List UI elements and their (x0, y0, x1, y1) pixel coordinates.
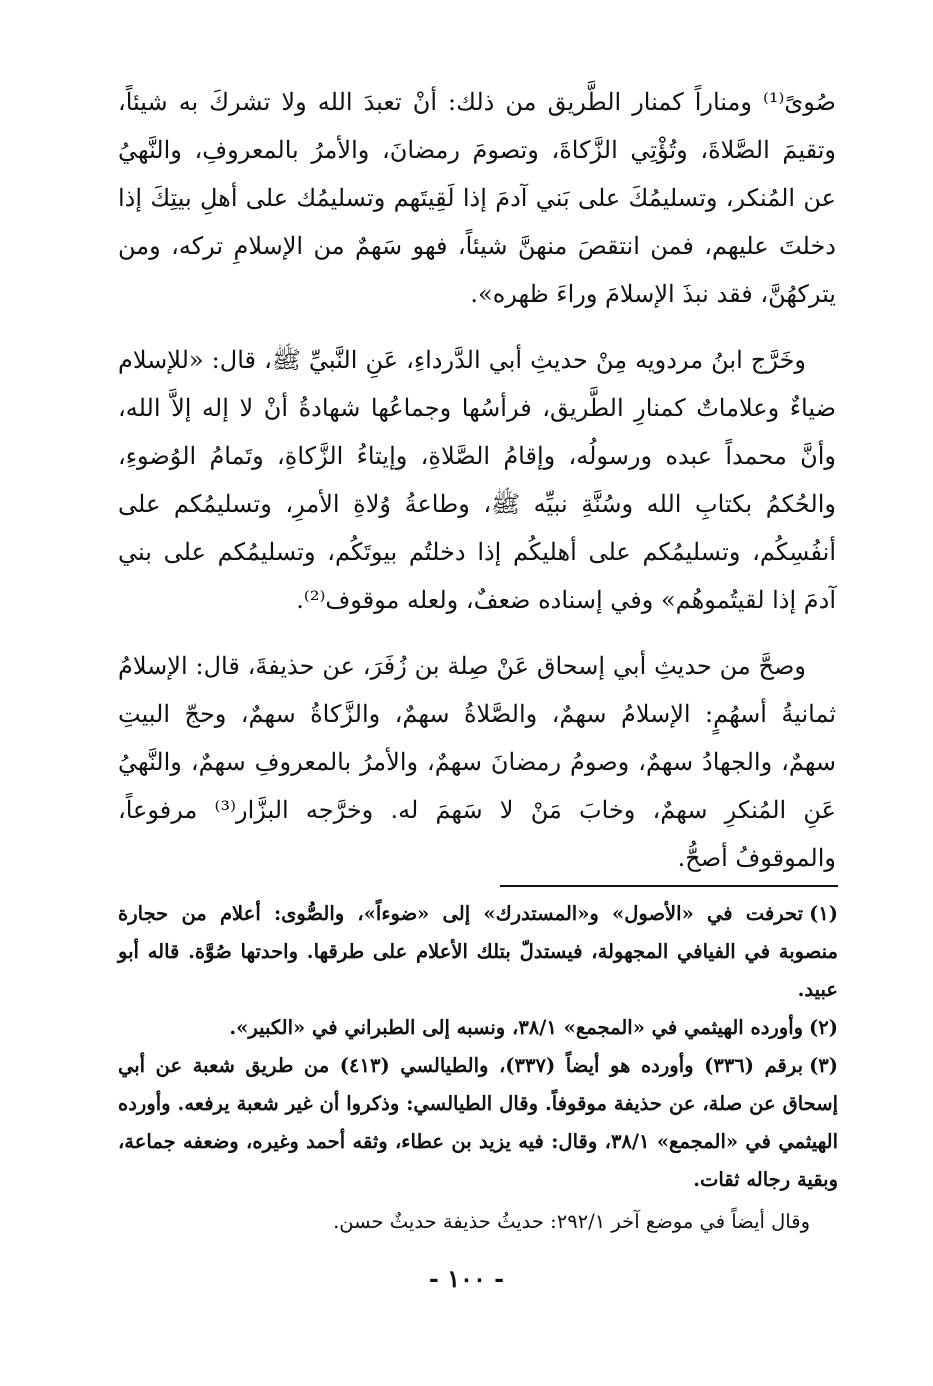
footnotes (118, 895, 838, 1241)
footnote-1 (118, 895, 838, 1009)
main-text (118, 78, 836, 900)
footnote-3 (118, 1047, 838, 1199)
paragraph-3: وصحَّ من حديثِ أبي إسحاق عَنْ صِلة بن زُفَرَ، عن حذيفةَ، قال: الإسلامُ ثمانيةُ أسهُمٍ: الإسلامُ سهمٌ، والصَّلاةُ سهمٌ، والزَّكاةُ سهمٌ، وحجّ البيتِ سهمٌ، والجهادُ سهمٌ، وصومُ رمضانَ سهمٌ، والأمرُ بالمعروفِ سهمٌ، والنَّهيُ عَنِ المُنكرِ سهمٌ، وخابَ مَنْ لا سَهمَ له. وخرَّجه البزَّار⁽³⁾ مرفوعاً، والموقوفُ أصحُّ. (118, 652, 837, 872)
footnote-text: وأورده الهيثمي في «المجمع» ٣٨/١، ونسبه إلى الطبراني في «الكبير». (229, 1016, 804, 1039)
footnote-text: تحرفت في «الأصول» و«المستدرك» إلى «ضوءاً»، والصُّوى: أعلام من حجارة منصوبة في الفيافي المجهولة، فيستدلّ بتلك الأعلام على طرقها. واحدتها صُوَّة. قاله أبو عبيد. (118, 902, 838, 1001)
footnote-2 (118, 1009, 838, 1047)
paragraph-2: وخَرَّج ابنُ مردويه مِنْ حديثِ أبي الدَّرداءِ، عَنِ النَّبيِّ ﷺ، قال: «للإسلام ضياءٌ وعلاماتٌ كمنارِ الطَّريق، فرأسُها وجماعُها شهادةُ أنْ لا إله إلاَّ الله، وأنَّ محمداً عبده ورسولُه، وإقامُ الصَّلاةِ، وإيتاءُ الزَّكاةِ، وتَمامُ الوُضوءِ، والحُكمُ بكتابِ الله وسُنَّةِ نبيِّه ﷺ، وطاعةُ وُلاةِ الأمرِ، وتسليمُكم على أنفُسِكُم، وتسليمُكم على أهليكُم إذا دخلتُم بيوتَكُم، وتسليمُكم على بني آدمَ إذا لقيتُموهُم» وفي إسناده ضعفٌ، ولعله موقوف⁽²⁾. (118, 346, 836, 614)
page-number: - ١٠٠ - (428, 1264, 505, 1293)
footnote-3-continuation: وقال أيضاً في موضع آخر ٢٩٢/١: حديثُ حذيفة حديثٌ حسن. (333, 1210, 810, 1233)
paragraph-1: صُوىً⁽¹⁾ ومناراً كمنار الطَّريق من ذلك: أنْ تعبدَ الله ولا تشركَ به شيئاً، وتقيمَ الصَّلاةَ، وتُؤْتِي الزَّكاةَ، وتصومَ رمضانَ، والأمرُ بالمعروفِ، والنَّهيُ عن المُنكر، وتسليمُكَ على بَني آدمَ إذا لَقِيتَهم وتسليمُك على أهلِ بيتِكَ إذا دخلتَ عليهم، فمن انتقصَ منهنَّ شيئاً، فهو سَهمٌ من الإسلامِ تركه، ومن يتركهُنَّ، فقد نبذَ الإسلامَ وراءَ ظهره». (118, 88, 836, 308)
footnote-number: (٣) (809, 1054, 839, 1077)
footnote-number: (٢) (809, 1016, 838, 1039)
footnote-divider (500, 885, 838, 887)
footnote-number: (١) (809, 902, 839, 925)
footnote-text: برقم (٣٣٦) وأورده هو أيضاً (٣٣٧)، والطيالسي (٤١٣) من طريق شعبة عن أبي إسحاق عن صلة، عن حذيفة موقوفاً. وقال الطيالسي: وذكروا أن غير شعبة يرفعه. وأورده الهيثمي في «المجمع» ٣٨/١، وقال: فيه يزيد بن عطاء، وثقه أحمد وغيره، وضعفه جماعة، وبقية رجاله ثقات. (118, 1054, 838, 1191)
